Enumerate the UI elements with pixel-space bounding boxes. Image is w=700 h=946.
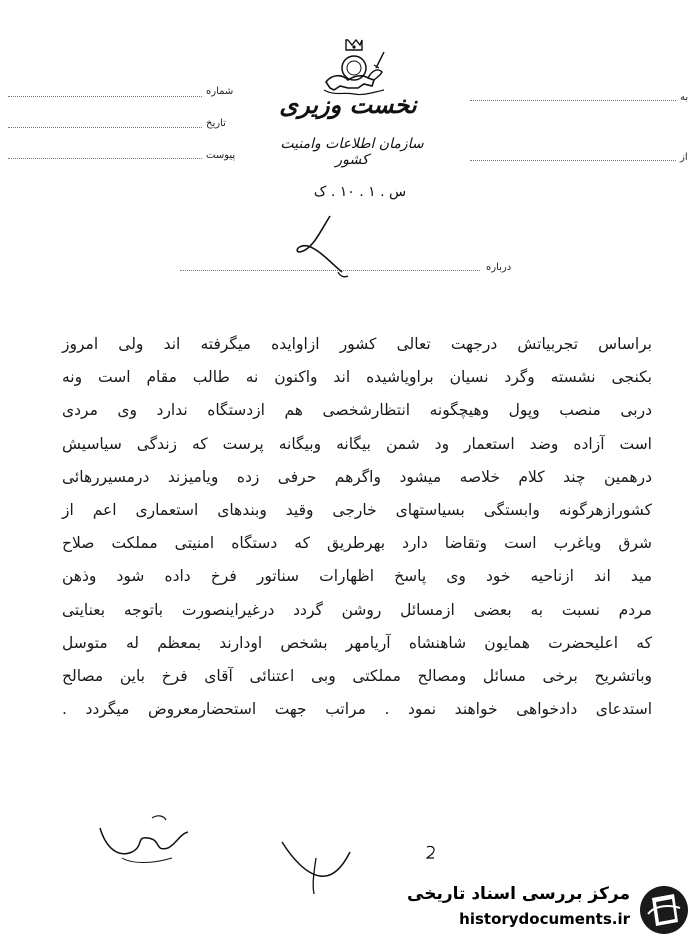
body-line: درهمین چند کلام خلاصه میشود واگرهم حرفی زده ویامیزند درمسیررهائی — [62, 467, 652, 486]
letter-body — [62, 328, 652, 726]
handwritten-mark-icon — [290, 212, 370, 282]
body-line: براساس تجربیاتش درجهت تعالی کشور ازاوایده میگرفته اند ولی امروز — [62, 335, 652, 353]
body-line: بکنجی نشسته وگرد نسیان براویاشیده اند واکنون نه طالب مقام است ونه — [62, 368, 652, 387]
date-field-label: تاریخ — [206, 118, 226, 129]
body-line: کشورازهرگونه وابستگی بسیاستهای خارجی وقید وبندهای استعماری اعم از — [62, 500, 652, 519]
body-line: است آزاده وضد استعمار ود شمن بیگانه وبیگانه پرست که زندگی سیاسیش — [62, 434, 652, 453]
date-field-line — [8, 127, 202, 128]
number-field-line — [8, 96, 202, 97]
from-field-line — [470, 160, 676, 161]
letterhead-title: نخست وزیری — [279, 90, 417, 119]
subject-field-label: درباره — [486, 262, 512, 273]
watermark-url: historydocuments.ir — [459, 910, 630, 928]
letterhead-subtitle: سازمان اطلاعات وامنیت کشور — [280, 136, 424, 168]
handwritten-initial-icon — [272, 828, 362, 898]
attachment-field-label: پیوست — [206, 150, 236, 161]
body-line: استدعای دادخواهی خواهند نمود . مراتب جهت استحضارمعروض میگردد . — [62, 700, 652, 719]
body-line: دربی منصب وپول وهیچگونه انتظارشخصی هم ازدستگاه ندارد وی مردی — [62, 401, 652, 420]
body-line: شرق ویاغرب است وتقاضا دارد بهرطریق که دستگاه امنیتی مملکت صلاح — [62, 534, 652, 553]
number-field-label: شماره — [206, 86, 234, 97]
archive-watermark — [404, 884, 694, 938]
handwritten-signature-icon — [92, 808, 202, 868]
watermark-title: مرکز بررسی اسناد تاریخی — [407, 884, 630, 904]
body-line: مردم نسبت به بعضی ازمسائل روشن گردد درغیراینصورت باتوجه بعنایتی — [62, 600, 652, 619]
archive-logo-icon — [638, 884, 690, 936]
letterhead-code: س . ۱ . ۱۰ . ک — [313, 184, 407, 200]
handwritten-number-icon — [424, 844, 438, 862]
attachment-field-line — [8, 158, 202, 159]
from-field-label: از — [680, 152, 688, 163]
to-field-line — [470, 100, 676, 101]
body-line: مید اند ازناحیه خود وی پاسخ اظهارات سناتور فرخ داده شود وذهن — [62, 567, 652, 586]
lion-and-sun-emblem-icon — [318, 38, 390, 96]
body-line: که اعلیحضرت همایون شاهنشاه آریامهر بشخص اودارند بمعظم له متوسل — [62, 633, 652, 652]
to-field-label: به — [680, 92, 689, 103]
body-line: وباتشریح برخی مسائل ومصالح مملکتی وبی اعتنائی آقای فرخ باین مصالح — [62, 666, 652, 685]
